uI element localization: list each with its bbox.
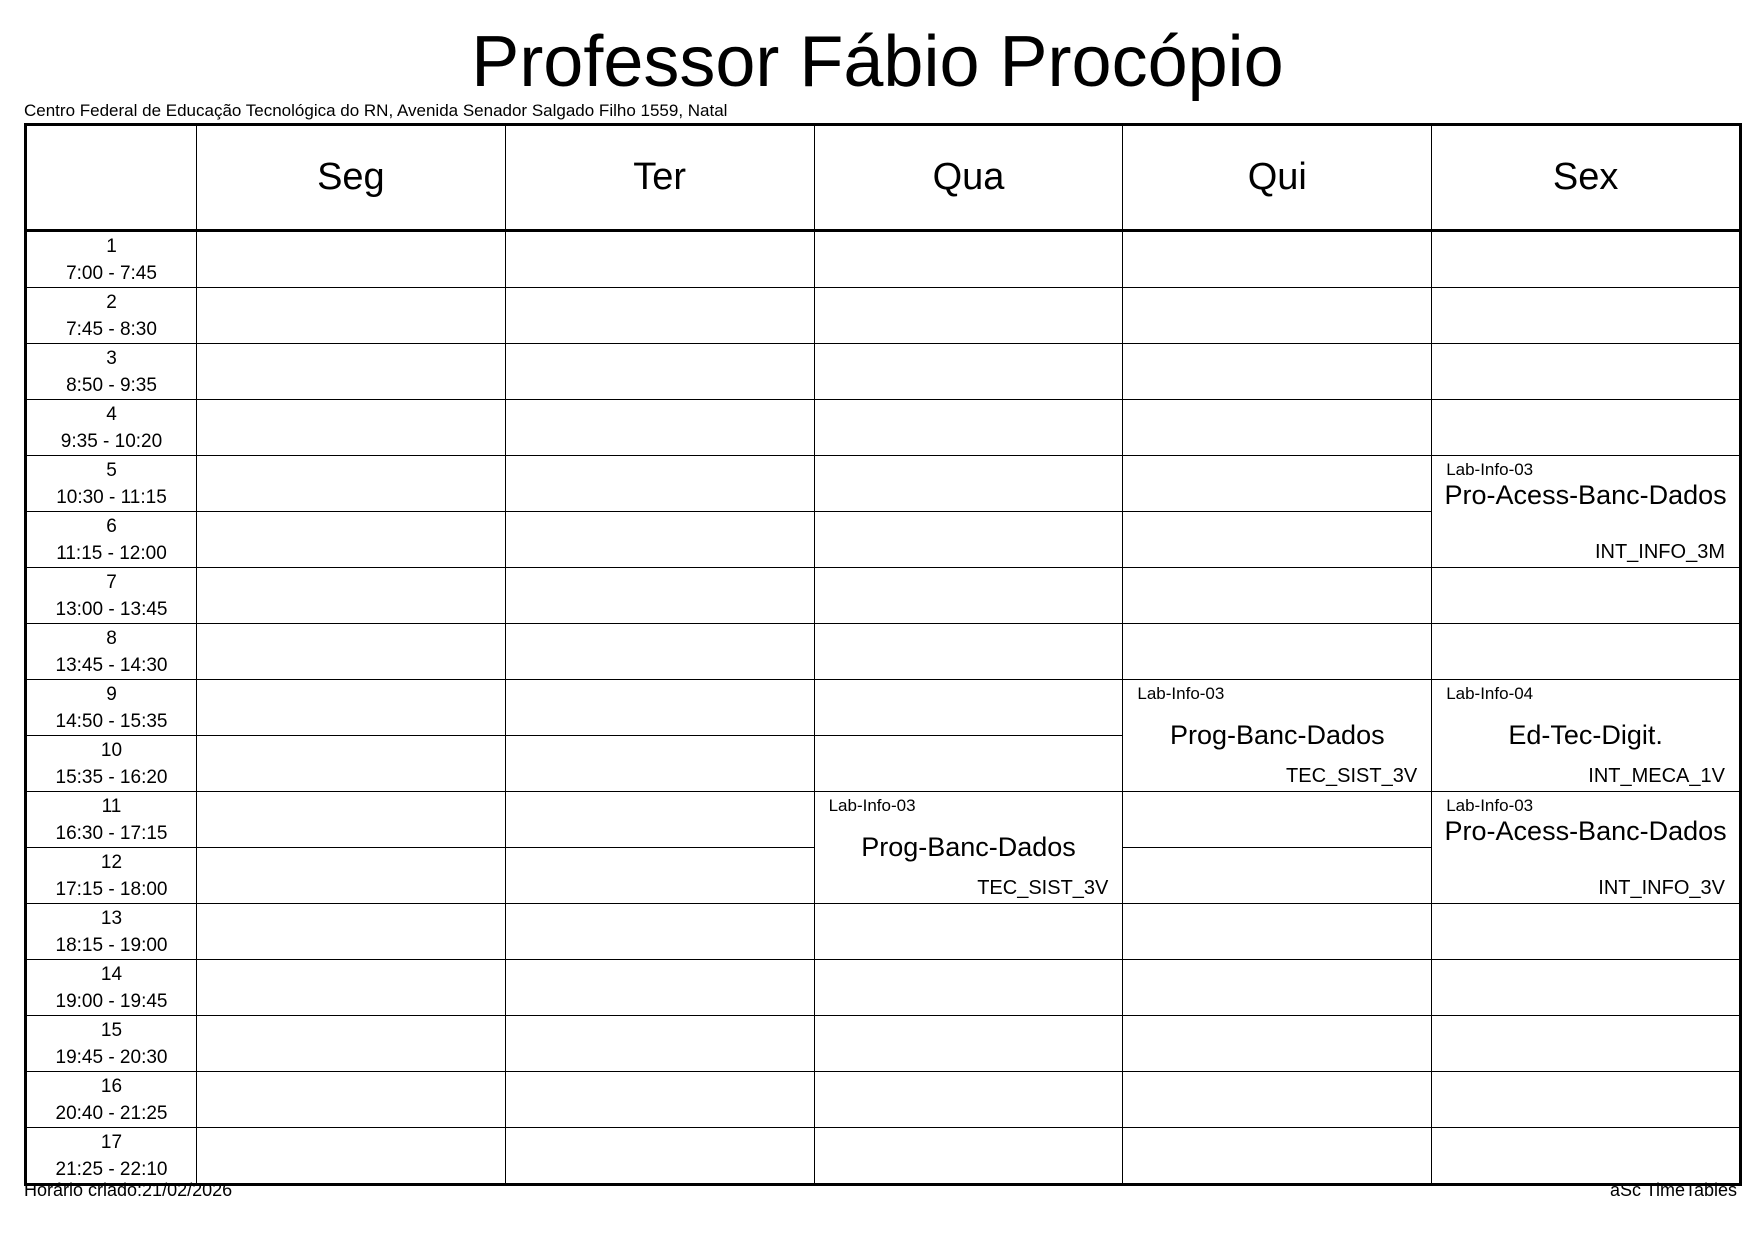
empty-slot bbox=[1432, 344, 1741, 400]
empty-slot bbox=[197, 736, 506, 792]
lesson-room: Lab-Info-03 bbox=[1446, 796, 1534, 815]
period-time-cell bbox=[26, 568, 197, 624]
lesson-card[interactable] bbox=[1123, 680, 1432, 792]
empty-slot bbox=[197, 624, 506, 680]
lesson-group: INT_MECA_1V bbox=[1588, 765, 1725, 787]
period-time-cell bbox=[26, 1128, 197, 1185]
period-time: 18:15 - 19:00 bbox=[55, 934, 168, 956]
period-number: 16 bbox=[100, 1075, 123, 1097]
lesson-room: Lab-Info-03 bbox=[1137, 684, 1225, 703]
empty-slot bbox=[1123, 1072, 1432, 1128]
day-header-seg: Seg bbox=[197, 125, 506, 231]
period-time: 9:35 - 10:20 bbox=[60, 430, 163, 452]
period-row bbox=[26, 960, 1741, 1016]
empty-slot bbox=[197, 1016, 506, 1072]
lesson-group: TEC_SIST_3V bbox=[1286, 765, 1418, 787]
lesson-room: Lab-Info-03 bbox=[828, 796, 916, 815]
period-time: 13:00 - 13:45 bbox=[55, 598, 168, 620]
empty-slot bbox=[814, 231, 1123, 288]
period-row bbox=[26, 624, 1741, 680]
lesson-card[interactable] bbox=[1432, 792, 1741, 904]
period-number: 14 bbox=[100, 963, 123, 985]
empty-slot bbox=[505, 344, 814, 400]
period-number: 15 bbox=[100, 1019, 123, 1041]
period-row bbox=[26, 288, 1741, 344]
period-time-cell bbox=[26, 960, 197, 1016]
empty-slot bbox=[814, 960, 1123, 1016]
empty-slot bbox=[505, 231, 814, 288]
empty-slot bbox=[814, 288, 1123, 344]
empty-slot bbox=[505, 512, 814, 568]
period-time-cell bbox=[26, 344, 197, 400]
empty-slot bbox=[505, 736, 814, 792]
empty-slot bbox=[197, 512, 506, 568]
period-row bbox=[26, 680, 1741, 736]
lesson-group: INT_INFO_3M bbox=[1594, 541, 1725, 563]
lesson-card[interactable] bbox=[814, 792, 1123, 904]
period-time-cell bbox=[26, 456, 197, 512]
lesson-subject: Pro-Acess-Banc-Dados bbox=[1444, 816, 1727, 846]
period-time: 13:45 - 14:30 bbox=[55, 654, 168, 676]
lesson-group: INT_INFO_3V bbox=[1598, 877, 1725, 899]
period-number: 7 bbox=[106, 571, 117, 593]
empty-slot bbox=[814, 568, 1123, 624]
empty-slot bbox=[505, 848, 814, 904]
empty-slot bbox=[1123, 904, 1432, 960]
day-header-row bbox=[26, 125, 1741, 231]
period-number: 17 bbox=[100, 1131, 123, 1153]
empty-slot bbox=[1123, 288, 1432, 344]
empty-slot bbox=[197, 848, 506, 904]
period-time: 7:00 - 7:45 bbox=[66, 262, 157, 284]
period-time-cell bbox=[26, 1016, 197, 1072]
empty-slot bbox=[814, 624, 1123, 680]
period-number: 9 bbox=[106, 683, 117, 705]
empty-slot bbox=[1123, 848, 1432, 904]
empty-slot bbox=[1123, 231, 1432, 288]
empty-slot bbox=[1123, 400, 1432, 456]
empty-slot bbox=[814, 904, 1123, 960]
day-header-qua: Qua bbox=[814, 125, 1123, 231]
corner-cell bbox=[26, 125, 197, 231]
period-time: 14:50 - 15:35 bbox=[55, 710, 168, 732]
period-number: 11 bbox=[101, 795, 122, 817]
generator-brand: aSc TimeTables bbox=[1609, 1180, 1737, 1200]
period-number: 5 bbox=[106, 459, 117, 481]
empty-slot bbox=[1432, 231, 1741, 288]
period-time: 8:50 - 9:35 bbox=[66, 374, 157, 396]
empty-slot bbox=[1123, 1016, 1432, 1072]
period-time-cell bbox=[26, 680, 197, 736]
period-row bbox=[26, 231, 1741, 288]
empty-slot bbox=[197, 680, 506, 736]
period-time: 21:25 - 22:10 bbox=[55, 1158, 168, 1180]
empty-slot bbox=[814, 1072, 1123, 1128]
period-number: 8 bbox=[106, 627, 117, 649]
period-time: 10:30 - 11:15 bbox=[56, 486, 167, 508]
period-row bbox=[26, 568, 1741, 624]
empty-slot bbox=[1123, 792, 1432, 848]
day-header-qui: Qui bbox=[1123, 125, 1432, 231]
empty-slot bbox=[505, 288, 814, 344]
empty-slot bbox=[814, 456, 1123, 512]
empty-slot bbox=[1432, 1072, 1741, 1128]
empty-slot bbox=[505, 624, 814, 680]
empty-slot bbox=[1123, 1128, 1432, 1185]
period-row bbox=[26, 904, 1741, 960]
empty-slot bbox=[197, 1072, 506, 1128]
created-date: Horário criado:21/02/2026 bbox=[24, 1180, 233, 1200]
period-row bbox=[26, 456, 1741, 512]
period-row bbox=[26, 1016, 1741, 1072]
page-title: Professor Fábio Procópio bbox=[471, 22, 1284, 102]
period-row bbox=[26, 1128, 1741, 1185]
empty-slot bbox=[197, 400, 506, 456]
period-number: 1 bbox=[106, 235, 117, 257]
lesson-card[interactable] bbox=[1432, 456, 1741, 568]
period-time-cell bbox=[26, 288, 197, 344]
empty-slot bbox=[814, 1016, 1123, 1072]
period-number: 3 bbox=[106, 347, 117, 369]
period-time-cell bbox=[26, 624, 197, 680]
empty-slot bbox=[505, 792, 814, 848]
day-header-ter: Ter bbox=[505, 125, 814, 231]
empty-slot bbox=[1123, 512, 1432, 568]
empty-slot bbox=[1432, 960, 1741, 1016]
empty-slot bbox=[1432, 1016, 1741, 1072]
empty-slot bbox=[505, 904, 814, 960]
lesson-card[interactable] bbox=[1432, 680, 1741, 792]
lesson-subject: Prog-Banc-Dados bbox=[861, 832, 1076, 862]
empty-slot bbox=[814, 512, 1123, 568]
empty-slot bbox=[197, 568, 506, 624]
empty-slot bbox=[1123, 624, 1432, 680]
empty-slot bbox=[505, 960, 814, 1016]
period-number: 12 bbox=[100, 851, 123, 873]
period-number: 4 bbox=[106, 403, 117, 425]
period-time: 7:45 - 8:30 bbox=[66, 318, 157, 340]
empty-slot bbox=[505, 1072, 814, 1128]
timetable bbox=[24, 123, 1742, 1186]
period-time-cell bbox=[26, 792, 197, 848]
empty-slot bbox=[1432, 904, 1741, 960]
empty-slot bbox=[1432, 288, 1741, 344]
period-time: 17:15 - 18:00 bbox=[55, 878, 168, 900]
empty-slot bbox=[1123, 456, 1432, 512]
empty-slot bbox=[1123, 960, 1432, 1016]
empty-slot bbox=[197, 1128, 506, 1185]
empty-slot bbox=[197, 904, 506, 960]
lesson-room: Lab-Info-04 bbox=[1446, 684, 1534, 703]
period-number: 13 bbox=[100, 907, 123, 929]
empty-slot bbox=[1432, 400, 1741, 456]
period-number: 2 bbox=[106, 291, 117, 313]
empty-slot bbox=[197, 960, 506, 1016]
lesson-group: TEC_SIST_3V bbox=[977, 877, 1109, 899]
empty-slot bbox=[814, 1128, 1123, 1185]
empty-slot bbox=[197, 231, 506, 288]
empty-slot bbox=[1123, 568, 1432, 624]
lesson-subject: Pro-Acess-Banc-Dados bbox=[1444, 480, 1727, 510]
empty-slot bbox=[814, 344, 1123, 400]
empty-slot bbox=[1432, 1128, 1741, 1185]
period-time-cell bbox=[26, 848, 197, 904]
period-time-cell bbox=[26, 736, 197, 792]
empty-slot bbox=[814, 736, 1123, 792]
period-time-cell bbox=[26, 400, 197, 456]
period-time: 19:00 - 19:45 bbox=[55, 990, 168, 1012]
period-row bbox=[26, 792, 1741, 848]
period-time: 15:35 - 16:20 bbox=[55, 766, 168, 788]
period-number: 10 bbox=[100, 739, 123, 761]
empty-slot bbox=[505, 1128, 814, 1185]
period-time-cell bbox=[26, 231, 197, 288]
lesson-subject: Ed-Tec-Digit. bbox=[1508, 720, 1663, 750]
empty-slot bbox=[197, 792, 506, 848]
empty-slot bbox=[197, 344, 506, 400]
period-time: 11:15 - 12:00 bbox=[56, 542, 167, 564]
day-header-sex: Sex bbox=[1432, 125, 1741, 231]
empty-slot bbox=[814, 680, 1123, 736]
empty-slot bbox=[505, 400, 814, 456]
empty-slot bbox=[505, 1016, 814, 1072]
empty-slot bbox=[505, 456, 814, 512]
lesson-subject: Prog-Banc-Dados bbox=[1169, 720, 1385, 750]
period-time: 19:45 - 20:30 bbox=[55, 1046, 168, 1068]
empty-slot bbox=[197, 456, 506, 512]
period-time: 16:30 - 17:15 bbox=[55, 822, 168, 844]
period-row bbox=[26, 1072, 1741, 1128]
period-time-cell bbox=[26, 904, 197, 960]
empty-slot bbox=[505, 680, 814, 736]
period-row bbox=[26, 400, 1741, 456]
lesson-room: Lab-Info-03 bbox=[1446, 460, 1534, 479]
empty-slot bbox=[1432, 568, 1741, 624]
period-time: 20:40 - 21:25 bbox=[55, 1102, 168, 1124]
empty-slot bbox=[1432, 624, 1741, 680]
school-address: Centro Federal de Educação Tecnológica do RN, Avenida Senador Salgado Filho 1559, Natal bbox=[24, 101, 728, 120]
empty-slot bbox=[505, 568, 814, 624]
period-number: 6 bbox=[106, 515, 117, 537]
empty-slot bbox=[1123, 344, 1432, 400]
period-time-cell bbox=[26, 512, 197, 568]
period-time-cell bbox=[26, 1072, 197, 1128]
empty-slot bbox=[197, 288, 506, 344]
period-row bbox=[26, 344, 1741, 400]
empty-slot bbox=[814, 400, 1123, 456]
